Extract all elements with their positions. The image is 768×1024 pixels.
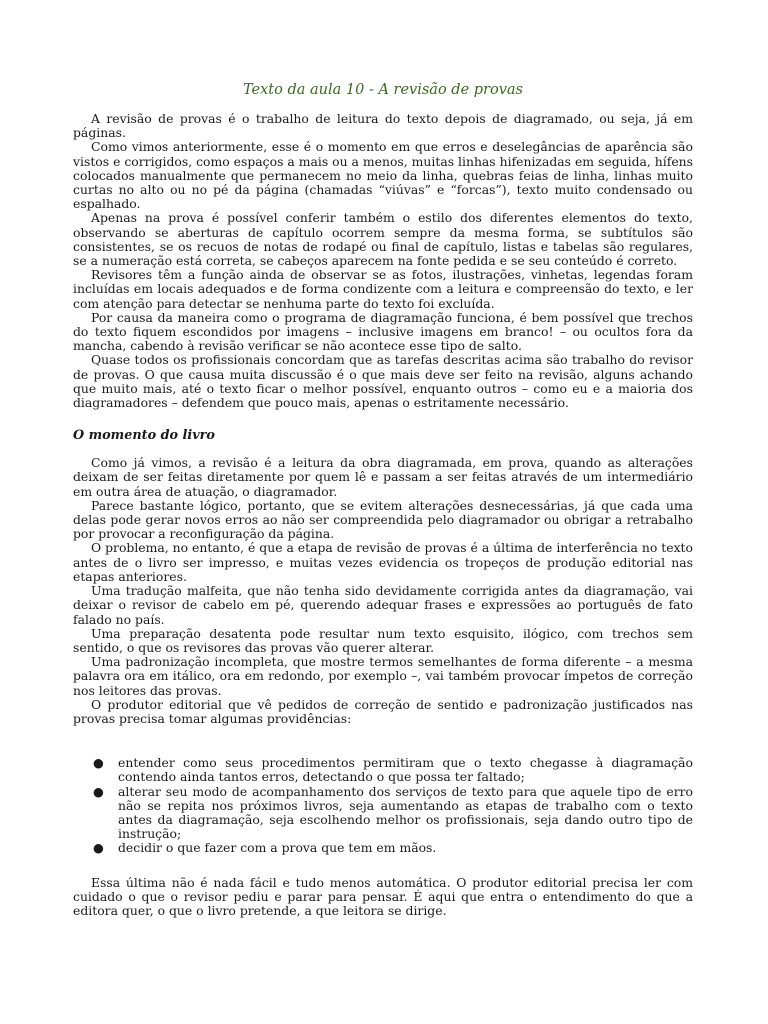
list-item-text: alterar seu modo de acompanhamento dos serviços de texto para que aquele tipo de erro não se repita nos próximos livros, seja aumentando as etapas de trabalho com o texto antes da diagramação, seja escolhendo melhor os profissionais, seja dando outro tipo de instrução; [118, 783, 693, 842]
paragraph: Como vimos anteriormente, esse é o momento em que erros e deselegâncias de aparência são vistos e corrigidos, como espaços a mais ou a menos, muitas linhas hifenizadas em seguida, hífens colocados manualmente que permanecem no meio da linha, quebras feias de linha, linhas muito curtas no alto ou no pé da página (chamadas “viúvas” e “forcas”), texto muito condensado ou espalhado. [73, 139, 693, 212]
page-title: Texto da aula 10 - A revisão de provas [243, 82, 523, 98]
paragraph: Por causa da maneira como o programa de diagramação funciona, é bem possível que trechos do texto fiquem escondidos por imagens – inclusive imagens em branco! – ou ocultos fora da mancha, cabendo à revisão verificar se não acontece esse tipo de salto. [73, 309, 693, 354]
list-item [73, 841, 693, 855]
list-item [73, 785, 693, 842]
paragraph: Apenas na prova é possível conferir também o estilo dos diferentes elementos do texto, observando se aberturas de capítulo ocorrem sempre da mesma forma, se subtítulos são consistentes, se os recuos de notas de rodapé ou final de capítulo, listas e tabelas são regulares, se a numeração está correta, se cabeços aparecem na fonte pedida e se seu conteúdo é correto. [73, 210, 693, 269]
paragraph: A revisão de provas é o trabalho de leitura do texto depois de diagramado, ou seja, já em páginas. [73, 111, 693, 141]
bullet-icon: ● [93, 755, 104, 771]
list-item [73, 756, 693, 784]
section-heading: O momento do livro [73, 428, 215, 444]
document-body [73, 112, 693, 918]
paragraph: Uma tradução malfeita, que não tenha sido devidamente corrigida antes da diagramação, vai deixar o revisor de cabelo em pé, querendo adequar frases e expressões ao português de fato falado no país. [73, 583, 693, 627]
list-item-text: decidir o que fazer com a prova que tem em mãos. [118, 840, 437, 856]
paragraph: Como já vimos, a revisão é a leitura da obra diagramada, em prova, quando as alterações deixam de ser feitas diretamente por quem lê e passam a ser feitas através de um intermediário em outra área de atuação, o diagramador. [73, 455, 693, 499]
paragraph: Revisores têm a função ainda de observar se as fotos, ilustrações, vinhetas, legendas foram incluídas em locais adequados e de forma condizente com a leitura e compreensão do texto, e ler com atenção para detectar se nenhuma parte do texto foi excluída. [73, 267, 693, 311]
bullet-list [73, 756, 693, 855]
paragraph: O problema, no entanto, é que a etapa de revisão de provas é a última de interferência no texto antes de o livro ser impresso, e muitas vezes evidencia os tropeços de produção editorial nas etapas anteriores. [73, 540, 693, 584]
closing-paragraph: Essa última não é nada fácil e tudo menos automática. O produtor editorial precisa ler com cuidado o que o revisor pediu e parar para pensar. É aqui que entra o entendimento do que a editora quer, o que o livro pretende, a que leitora se dirige. [73, 874, 693, 918]
bullet-icon: ● [93, 783, 104, 799]
bullet-icon: ● [93, 840, 104, 856]
paragraph: Quase todos os profissionais concordam que as tarefas descritas acima são trabalho do revisor de provas. O que causa muita discussão é o que mais deve ser feito na revisão, alguns achando que muito mais, até o texto ficar o melhor possível, enquanto outros – como eu e a maioria dos diagramadores – defendem que pouco mais, apenas o estritamente necessário. [73, 352, 693, 411]
paragraph: Parece bastante lógico, portanto, que se evitem alterações desnecessárias, já que cada uma delas pode gerar novos erros ao não ser compreendida pelo diagramador ou obrigar a retrabalho por provocar a reconfiguração da página. [73, 497, 693, 542]
paragraph: Uma preparação desatenta pode resultar num texto esquisito, ilógico, com trechos sem sentido, o que os revisores das provas vão querer alterar. [73, 625, 693, 655]
paragraph: O produtor editorial que vê pedidos de correção de sentido e padronização justificados nas provas precisa tomar algumas providências: [73, 696, 693, 726]
list-item-text: entender como seus procedimentos permitiram que o texto chegasse à diagramação contendo ainda tantos erros, detectando o que possa ter faltado; [118, 755, 693, 785]
paragraph: Uma padronização incompleta, que mostre termos semelhantes de forma diferente – a mesma palavra ora em itálico, ora em redondo, por exemplo –, vai também provocar ímpetos de correção nos leitores das provas. [73, 654, 693, 698]
